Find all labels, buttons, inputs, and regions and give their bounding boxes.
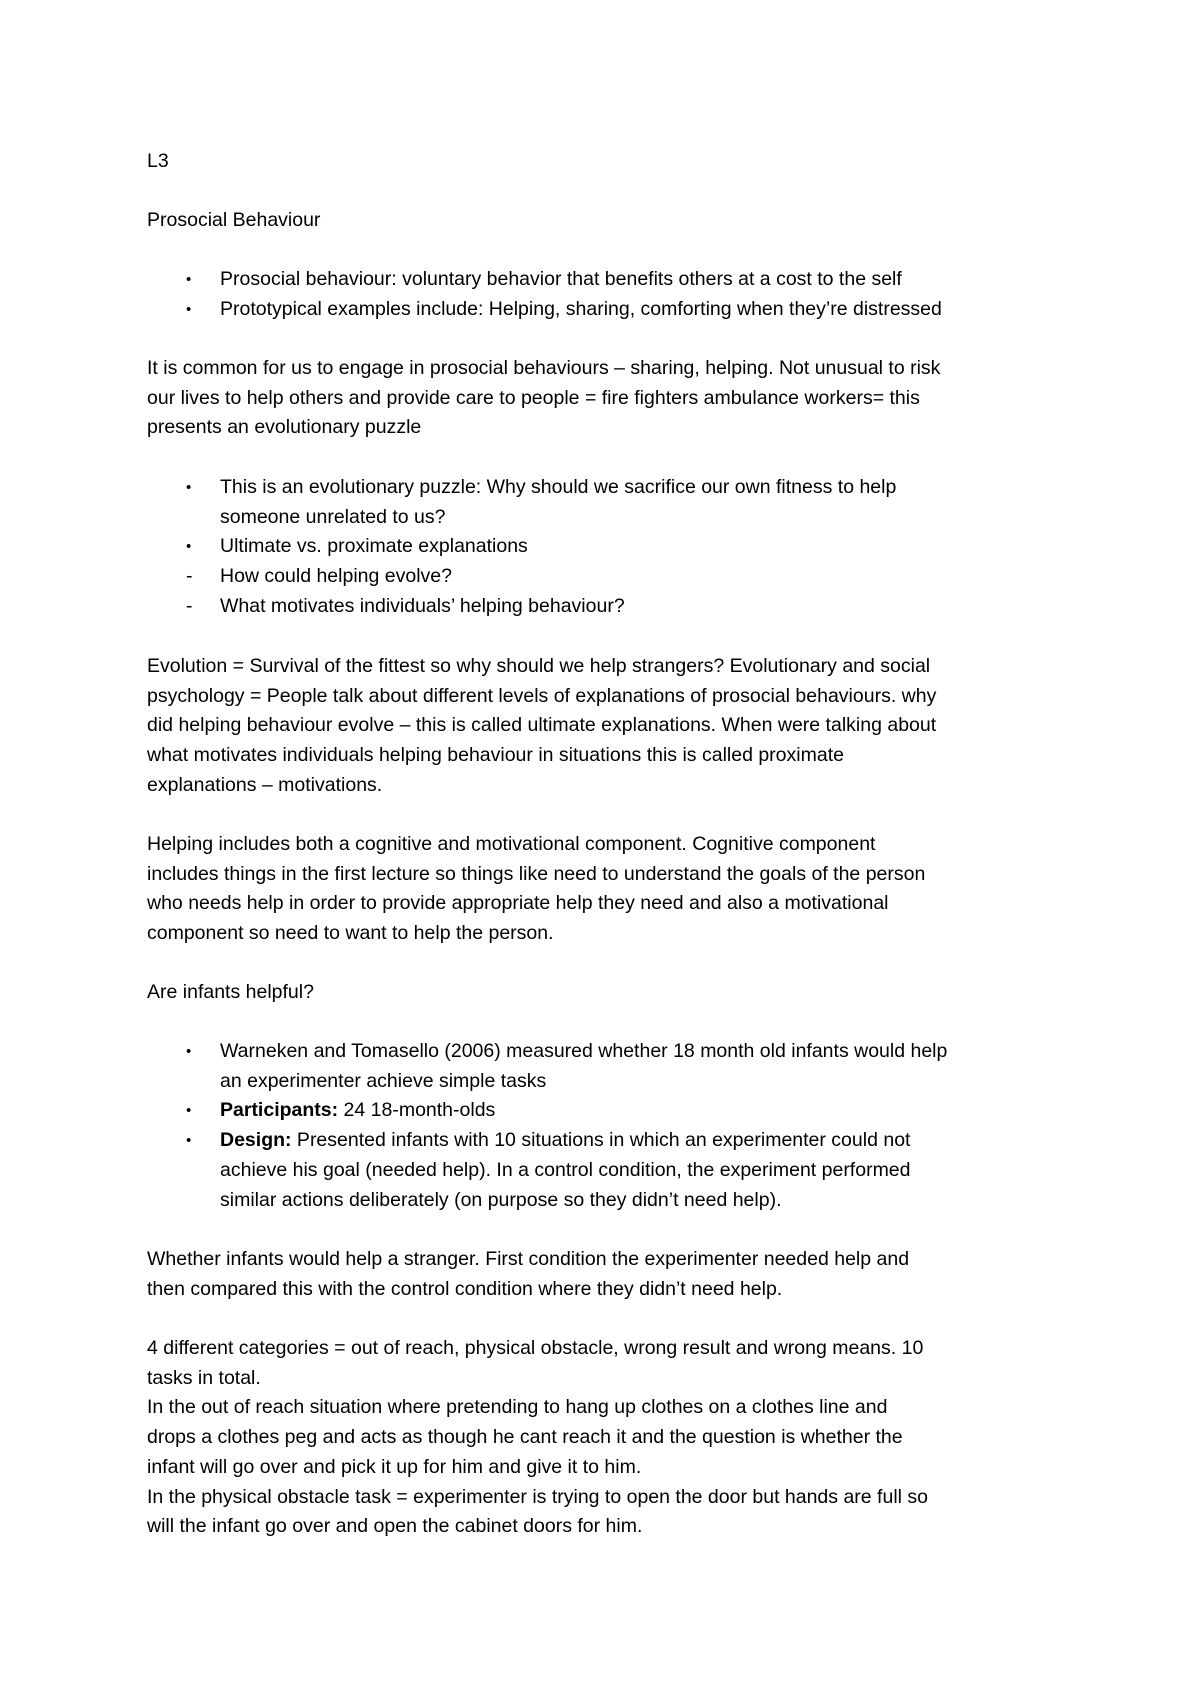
list-item-text: achieve his goal (needed help). In a control condition, the experiment performed xyxy=(220,1158,911,1181)
paragraph-evolution xyxy=(147,652,1077,801)
paragraph-line: our lives to help others and provide care to people = fire fighters ambulance workers= this xyxy=(147,386,920,409)
list-item xyxy=(147,473,1077,532)
page-title xyxy=(147,206,1077,236)
paragraph-line: Helping includes both a cognitive and motivational component. Cognitive component xyxy=(147,833,876,855)
list-item xyxy=(147,295,1077,325)
design-label: Design: xyxy=(220,1129,292,1152)
paragraph-line: Whether infants would help a stranger. First condition the experimenter needed help and xyxy=(147,1248,910,1270)
paragraph-line: tasks in total. xyxy=(147,1366,261,1389)
list-item-text xyxy=(220,1096,1077,1126)
list-item xyxy=(147,562,1077,592)
paragraph-line: did helping behaviour evolve – this is called ultimate explanations. When were talking about xyxy=(147,714,937,737)
paragraph-prosocial-common xyxy=(147,354,1077,443)
dash-icon: - xyxy=(186,565,193,588)
participants-text: 24 18-month-olds xyxy=(338,1099,496,1122)
list-item-text: an experimenter achieve simple tasks xyxy=(220,1069,547,1092)
bullet-icon: • xyxy=(186,300,192,318)
list-item-text: someone unrelated to us? xyxy=(220,505,446,528)
bullet-icon: • xyxy=(186,271,192,288)
list-item xyxy=(147,1096,1077,1126)
paragraph-stranger xyxy=(147,1245,1077,1304)
dash-icon: - xyxy=(186,594,193,617)
paragraph-cognitive-motivational xyxy=(147,830,1077,949)
paragraph-line: who needs help in order to provide appropriate help they need and also a motivational xyxy=(147,892,889,915)
list-item xyxy=(147,1126,1077,1215)
list-item xyxy=(147,265,1077,295)
section-heading xyxy=(147,147,1077,177)
paragraph-line: In the physical obstacle task = experimenter is trying to open the door but hands are full so xyxy=(147,1485,928,1508)
list-item-text: Ultimate vs. proximate explanations xyxy=(220,535,528,558)
paragraph-line: then compared this with the control condition where they didn’t need help. xyxy=(147,1277,783,1300)
bullet-icon: • xyxy=(186,1102,192,1120)
paragraph-line: drops a clothes peg and acts as though he cant reach it and the question is whether the xyxy=(147,1426,903,1449)
participants-label: Participants: xyxy=(220,1099,339,1122)
list-item-text: What motivates individuals’ helping behaviour? xyxy=(220,594,625,617)
list-item-text: This is an evolutionary puzzle: Why should we sacrifice our own fitness to help xyxy=(220,476,897,498)
page-title-text: Prosocial Behaviour xyxy=(147,209,321,231)
paragraph-line: It is common for us to engage in prosocial behaviours – sharing, helping. Not unusual to risk xyxy=(147,357,941,379)
list-item xyxy=(147,592,1077,622)
paragraph-line: Evolution = Survival of the fittest so why should we help strangers? Evolutionary and social xyxy=(147,655,931,677)
puzzle-list xyxy=(147,473,1077,622)
paragraph-line: In the out of reach situation where pretending to hang up clothes on a clothes line and xyxy=(147,1396,888,1419)
paragraph-line: presents an evolutionary puzzle xyxy=(147,416,422,439)
paragraph-categories xyxy=(147,1334,1077,1542)
paragraph-line: infant will go over and pick it up for him and give it to him. xyxy=(147,1455,642,1478)
paragraph-line: will the infant go over and open the cabinet doors for him. xyxy=(147,1515,643,1538)
list-item-text: Prosocial behaviour: voluntary behavior that benefits others at a cost to the self xyxy=(220,268,902,290)
paragraph-line: includes things in the first lecture so things like need to understand the goals of the person xyxy=(147,862,926,885)
bullet-icon: • xyxy=(186,1043,192,1060)
list-item-text: Warneken and Tomasello (2006) measured whether 18 month old infants would help xyxy=(220,1040,948,1062)
list-item-text: How could helping evolve? xyxy=(220,565,452,588)
list-item-text xyxy=(220,1126,1077,1156)
bullet-icon: • xyxy=(186,1132,192,1150)
list-item xyxy=(147,532,1077,562)
design-text: Presented infants with 10 situations in which an experimenter could not xyxy=(291,1129,911,1152)
bullet-icon: • xyxy=(186,479,192,496)
paragraph-line: 4 different categories = out of reach, physical obstacle, wrong result and wrong means. 10 xyxy=(147,1337,924,1359)
definition-list xyxy=(147,265,1077,324)
subheading-infants xyxy=(147,978,1077,1008)
paragraph-line: component so need to want to help the person. xyxy=(147,922,554,945)
list-item-text: similar actions deliberately (on purpose so they didn’t need help). xyxy=(220,1188,782,1211)
list-item xyxy=(147,1037,1077,1096)
subheading-text: Are infants helpful? xyxy=(147,981,314,1003)
paragraph-line: explanations – motivations. xyxy=(147,773,383,796)
paragraph-line: psychology = People talk about different levels of explanations of prosocial behaviours. why xyxy=(147,684,937,707)
bullet-icon: • xyxy=(186,538,192,556)
section-heading-text: L3 xyxy=(147,150,169,172)
study-list xyxy=(147,1037,1077,1215)
list-item-text: Prototypical examples include: Helping, sharing, comforting when they’re distressed xyxy=(220,297,942,320)
paragraph-line: what motivates individuals helping behaviour in situations this is called proximate xyxy=(147,744,844,767)
